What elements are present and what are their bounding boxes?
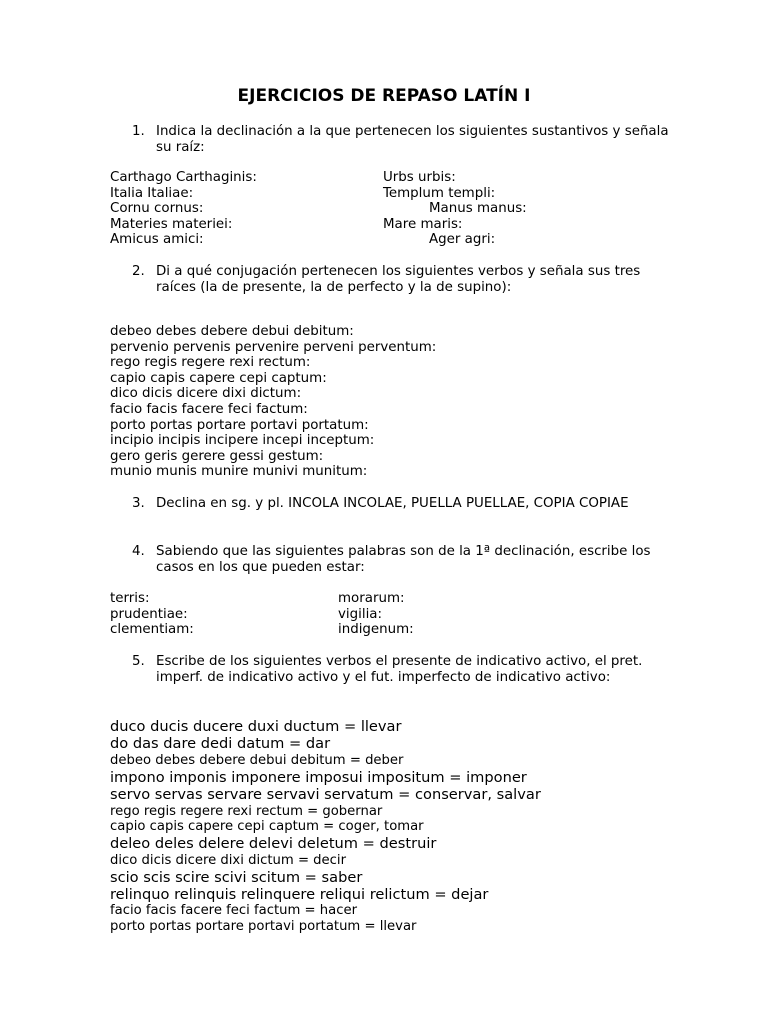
question-2 bbox=[132, 264, 672, 295]
question-text: Di a qué conjugación pertenecen los siguientes verbos y señala sus tres raíces (la de presente, la de perfecto y la de supino): bbox=[156, 264, 641, 295]
question-number: 4. bbox=[132, 544, 145, 559]
list-item: dico dicis dicere dixi dictum = decir bbox=[110, 852, 347, 868]
list-item: dico dicis dicere dixi dictum: bbox=[110, 386, 302, 402]
list-item: Cornu cornus: bbox=[110, 201, 204, 217]
question-text: Sabiendo que las siguientes palabras son de la 1ª declinación, escribe los casos en los que pueden estar: bbox=[156, 544, 651, 575]
question-text: Escribe de los siguientes verbos el presente de indicativo activo, el pret. imperf. de indicativo activo y el fut. imperfecto de indicativo activo: bbox=[156, 654, 643, 685]
question-3 bbox=[132, 496, 672, 512]
list-item: servo servas servare servavi servatum = conservar, salvar bbox=[110, 786, 541, 804]
list-item: Amicus amici: bbox=[110, 232, 204, 248]
list-item: facio facis facere feci factum = hacer bbox=[110, 903, 357, 919]
list-item: Manus manus: bbox=[429, 201, 527, 217]
list-item: Italia Italiae: bbox=[110, 185, 194, 201]
list-item: relinquo relinquis relinquere reliqui relictum = dejar bbox=[110, 886, 489, 904]
list-item: porto portas portare portavi portatum: bbox=[110, 417, 369, 433]
list-item: scio scis scire scivi scitum = saber bbox=[110, 868, 363, 886]
page-title: EJERCICIOS DE REPASO LATÍN I bbox=[237, 86, 531, 106]
list-item: Urbs urbis: bbox=[383, 170, 456, 185]
list-item: pervenio pervenis pervenire perveni perventum: bbox=[110, 339, 437, 355]
q5-verb-list bbox=[110, 718, 541, 935]
list-item: capio capis capere cepi captum: bbox=[110, 370, 327, 386]
q1-left-column bbox=[110, 170, 257, 248]
question-4 bbox=[132, 544, 672, 575]
list-item: prudentiae: bbox=[110, 606, 188, 622]
list-item: debeo debes debere debui debitum = deber bbox=[110, 752, 404, 768]
list-item: porto portas portare portavi portatum = llevar bbox=[110, 919, 417, 935]
question-number: 2. bbox=[132, 264, 145, 279]
list-item: Materies materiei: bbox=[110, 216, 233, 232]
question-text: Indica la declinación a la que pertenecen los siguientes sustantivos y señala su raíz: bbox=[156, 124, 669, 155]
list-item: Templum templi: bbox=[383, 185, 496, 201]
question-number: 1. bbox=[132, 124, 145, 139]
list-item: Ager agri: bbox=[429, 232, 496, 248]
list-item: rego regis regere rexi rectum: bbox=[110, 355, 311, 371]
list-item: duco ducis ducere duxi ductum = llevar bbox=[110, 718, 402, 735]
list-item: indigenum: bbox=[338, 622, 414, 638]
q2-verb-list bbox=[110, 324, 436, 480]
list-item: terris: bbox=[110, 591, 150, 606]
question-text: Declina en sg. y pl. INCOLA INCOLAE, PUELLA PUELLAE, COPIA COPIAE bbox=[156, 496, 629, 511]
list-item: do das dare dedi datum = dar bbox=[110, 735, 331, 753]
list-item: deleo deles delere delevi deletum = destruir bbox=[110, 835, 437, 853]
q1-right-column bbox=[383, 170, 527, 248]
list-item: gero geris gerere gessi gestum: bbox=[110, 448, 324, 464]
list-item: rego regis regere rexi rectum = gobernar bbox=[110, 803, 383, 819]
list-item: debeo debes debere debui debitum: bbox=[110, 324, 354, 339]
list-item: capio capis capere cepi captum = coger, tomar bbox=[110, 819, 424, 835]
list-item: clementiam: bbox=[110, 622, 194, 638]
question-number: 5. bbox=[132, 654, 145, 669]
question-5 bbox=[132, 654, 672, 685]
list-item: vigilia: bbox=[338, 606, 383, 622]
question-number: 3. bbox=[132, 496, 145, 511]
list-item: munio munis munire munivi munitum: bbox=[110, 464, 368, 480]
list-item: impono imponis imponere imposui impositum = imponer bbox=[110, 768, 527, 786]
list-item: incipio incipis incipere incepi inceptum: bbox=[110, 433, 375, 449]
list-item: Carthago Carthaginis: bbox=[110, 170, 257, 185]
q4-right-column bbox=[338, 591, 414, 638]
list-item: Mare maris: bbox=[383, 216, 463, 232]
list-item: morarum: bbox=[338, 591, 405, 606]
q4-left-column bbox=[110, 591, 194, 638]
question-1 bbox=[132, 124, 672, 155]
list-item: facio facis facere feci factum: bbox=[110, 401, 308, 417]
